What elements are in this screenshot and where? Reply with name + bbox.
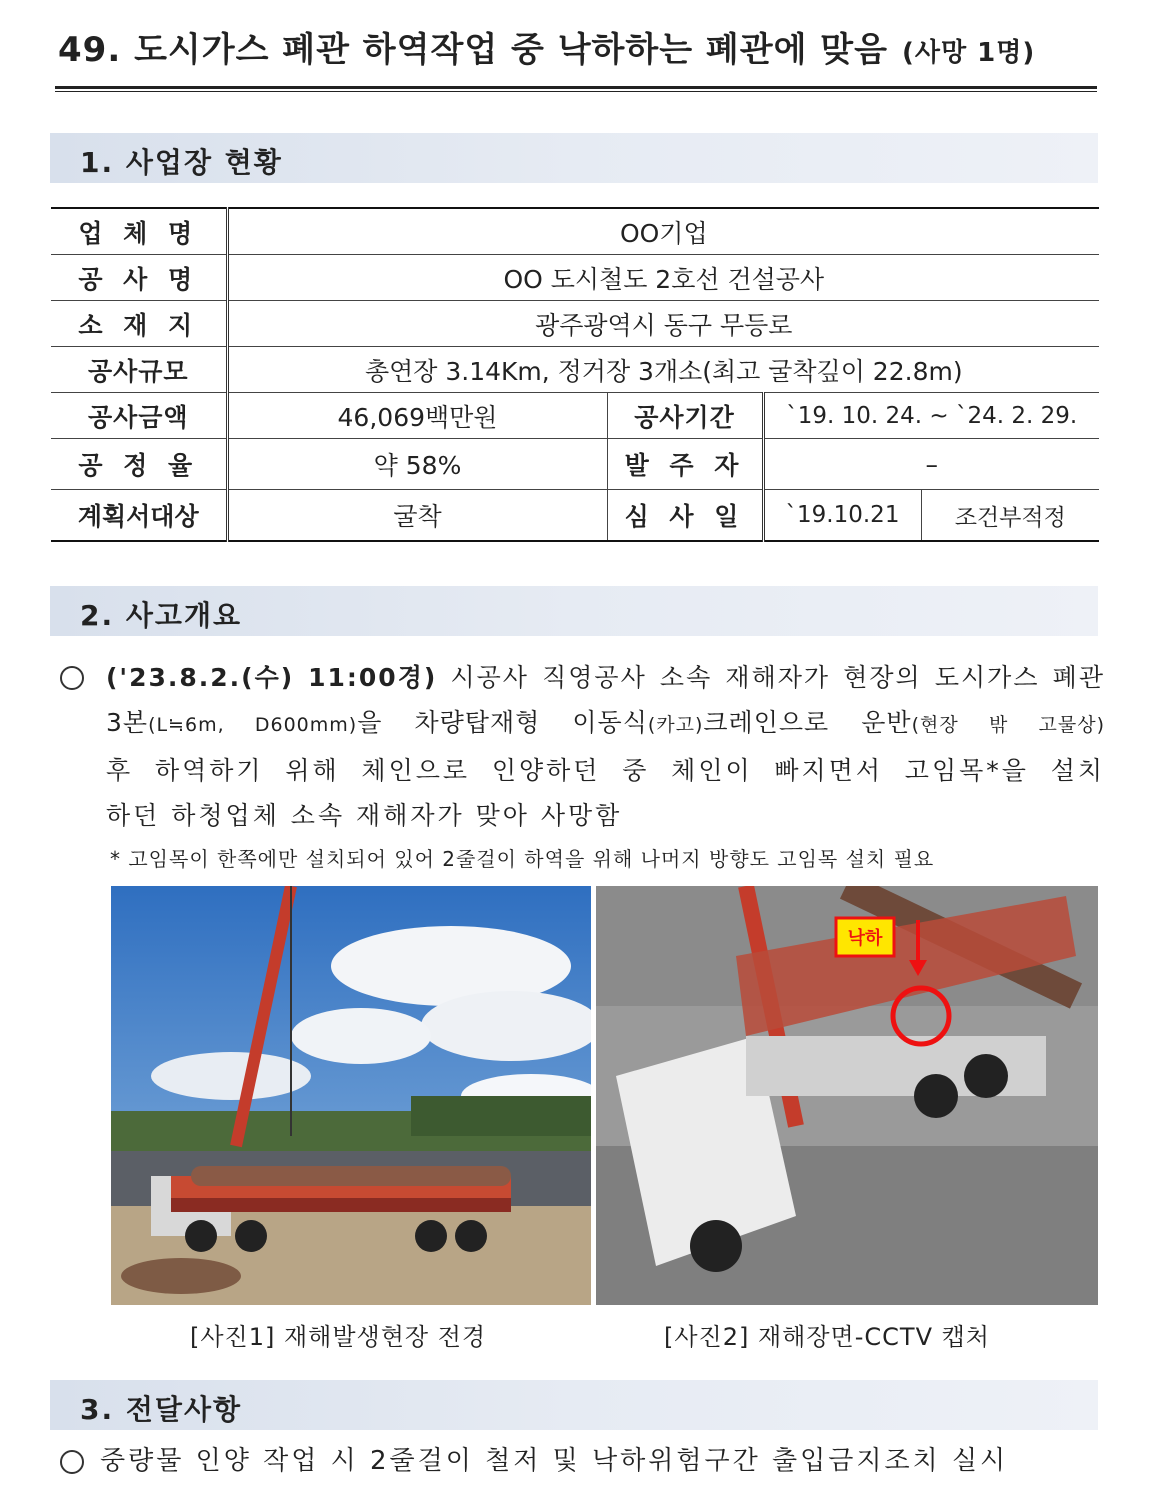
photo-site-overview — [111, 886, 591, 1305]
title-rule — [55, 86, 1097, 89]
scale-label: 공사규모 — [51, 347, 227, 393]
pipe-spec: (L≒6m, D600mm) — [148, 714, 358, 736]
location-value: 광주광역시 동구 무등로 — [227, 301, 1099, 347]
project-value: OO 도시철도 2호선 건설공사 — [227, 255, 1099, 301]
company-value: OO기업 — [227, 208, 1099, 255]
section-3-heading: 3. 전달사항 — [80, 1393, 243, 1426]
project-label: 공 사 명 — [51, 255, 227, 301]
summary-line-1: 시공사 직영공사 소속 재해자가 현장의 도시가스 폐관 — [437, 663, 1105, 692]
period-value: `19. 10. 24. ~ `24. 2. 29. — [763, 393, 1099, 439]
site-info-table — [51, 207, 1099, 542]
progress-value: 약 58% — [227, 439, 607, 490]
review-label: 심 사 일 — [607, 490, 763, 542]
company-label: 업 체 명 — [51, 208, 227, 255]
action-item-text: 중량물 인양 작업 시 2줄걸이 철저 및 낙하위험구간 출입금지조치 실시 — [100, 1446, 1009, 1476]
accident-date: ('23.8.2.(수) 11:00경) — [106, 663, 438, 692]
page-title — [58, 22, 1098, 78]
transport-destination: (현장 밖 고물상) — [911, 714, 1106, 736]
photo-2-caption: [사진2] 재해장면-CCTV 캡처 — [664, 1323, 990, 1351]
summary-line-3: 후 하역하기 위해 체인으로 인양하던 중 체인이 빠지면서 고임목*을 설치 — [106, 756, 1105, 785]
photo-cctv-capture — [596, 886, 1098, 1305]
section-3-header — [50, 1380, 1098, 1430]
summary-line-4: 하던 하청업체 소속 재해자가 맞아 사망함 — [106, 801, 623, 830]
location-label: 소 재 지 — [51, 301, 227, 347]
client-label: 발 주 자 — [607, 439, 763, 490]
section-1-header — [50, 133, 1098, 183]
summary-line-2a: 3본 — [106, 708, 149, 737]
summary-line-2c: 크레인으로 운반 — [703, 708, 912, 737]
action-item — [60, 1440, 1008, 1477]
crane-type: (카고) — [647, 714, 704, 736]
bullet-circle-icon — [60, 1450, 84, 1474]
plan-label: 계획서대상 — [51, 490, 227, 542]
accident-summary — [60, 655, 1105, 838]
amount-value: 46,069백만원 — [227, 393, 607, 439]
fall-label: 낙하 — [847, 928, 883, 949]
period-label: 공사기간 — [607, 393, 763, 439]
bullet-circle-icon — [60, 666, 84, 690]
amount-label: 공사금액 — [51, 393, 227, 439]
client-value: – — [763, 439, 1099, 490]
plan-value: 굴착 — [227, 490, 607, 542]
section-2-header — [50, 586, 1098, 636]
section-1-heading: 1. 사업장 현황 — [80, 146, 283, 179]
scale-value: 총연장 3.14Km, 정거장 3개소(최고 굴착깊이 22.8m) — [227, 347, 1099, 393]
progress-label: 공 정 율 — [51, 439, 227, 490]
title-rule-thin — [55, 91, 1097, 92]
review-date: `19.10.21 — [763, 490, 921, 542]
footnote: * 고임목이 한쪽에만 설치되어 있어 2줄걸이 하역을 위해 나머지 방향도 고임목 설치 필요 — [110, 847, 935, 871]
summary-line-2b: 을 차량탑재형 이동식 — [357, 708, 648, 737]
photo-1-caption: [사진1] 재해발생현장 전경 — [190, 1323, 487, 1351]
title-death-count: (사망 1명) — [901, 38, 1036, 68]
title-main: 49. 도시가스 폐관 하역작업 중 낙하하는 폐관에 맞음 — [58, 30, 888, 70]
section-2-heading: 2. 사고개요 — [80, 599, 243, 632]
review-result: 조건부적정 — [921, 490, 1099, 542]
